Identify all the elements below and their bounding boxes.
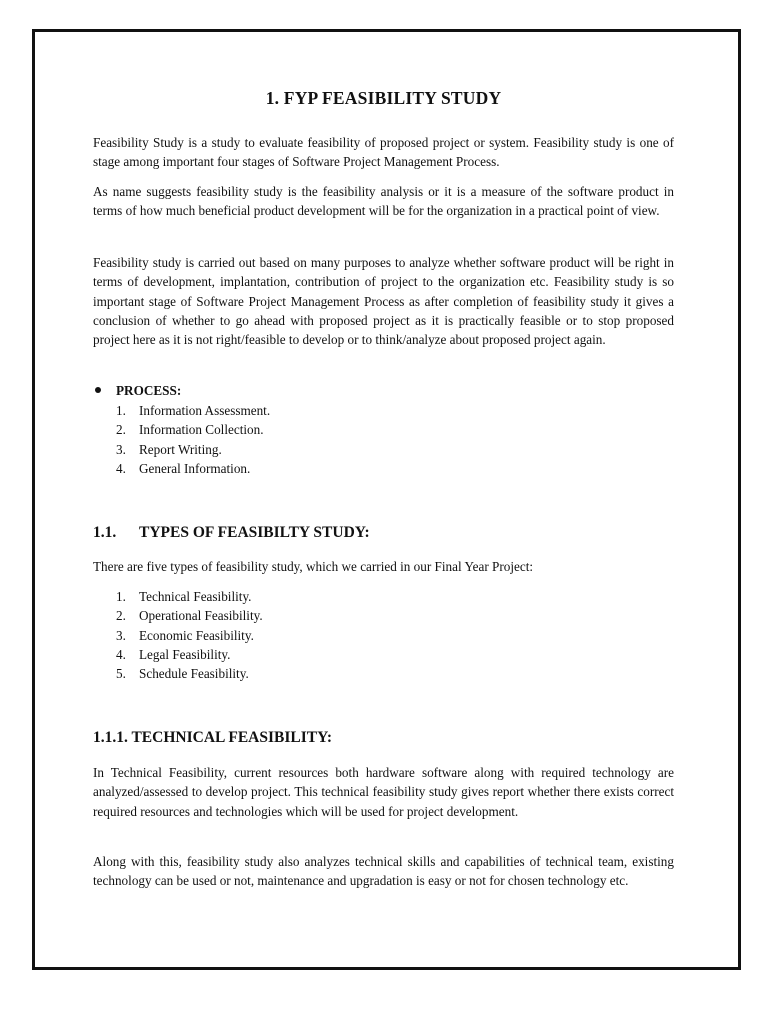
types-list [93, 587, 493, 683]
intro-paragraph-3: Feasibility study is carried out based on many purposes to analyze whether software product will be right in terms of development, implantation, contribution of project to the organization etc. Feasibility study is so important stage of Software Project Management Process as after completion of feasibility study it gives a conclusion of whether to go ahead with proposed project as it is practically feasible or to stop proposed project here as it is not right/feasible to develop or to think/analyze about proposed project again. [93, 255, 674, 348]
intro-paragraph-2: As name suggests feasibility study is the feasibility analysis or it is a measure of the software product in terms of how much beneficial product development will be for the organization in a practical point of view. [93, 184, 674, 219]
page-title: 1. FYP FEASIBILITY STUDY [265, 88, 502, 108]
list-item: 1. Technical Feasibility. [116, 589, 252, 604]
list-item: 4. Legal Feasibility. [116, 646, 231, 662]
list-item: 1. Information Assessment. [116, 403, 271, 418]
process-label: PROCESS: [116, 383, 182, 398]
bullet-icon [95, 387, 101, 393]
technical-paragraph-2: Along with this, feasibility study also analyzes technical skills and capabilities of technical team, existing technology can be used or not, maintenance and upgradation is easy or not for chosen technology etc. [93, 854, 674, 889]
process-list [93, 401, 493, 478]
list-item: 5. Schedule Feasibility. [116, 666, 249, 682]
section-heading-technical: 1.1.1. TECHNICAL FEASIBILITY: [93, 729, 333, 746]
list-item: 3. Economic Feasibility. [116, 627, 254, 643]
list-item: 4. General Information. [116, 460, 251, 476]
list-item: 3. Report Writing. [116, 441, 222, 457]
list-item: 2. Operational Feasibility. [116, 608, 263, 624]
section-number: 1.1. [93, 524, 117, 541]
list-item: 2. Information Collection. [116, 422, 264, 438]
types-intro: There are five types of feasibility study, which we carried in our Final Year Project: [93, 559, 534, 574]
section-title: TYPES OF FEASIBILTY STUDY: [139, 524, 370, 541]
technical-paragraph-1: In Technical Feasibility, current resources both hardware software along with required technology are analyzed/assessed to develop project. This technical feasibility study gives report whether there exists correct required resources and technologies which will be used for project development. [93, 765, 674, 819]
intro-paragraph-1: Feasibility Study is a study to evaluate feasibility of proposed project or system. Feasibility study is one of stage among important four stages of Software Project Management Process. [93, 135, 674, 170]
